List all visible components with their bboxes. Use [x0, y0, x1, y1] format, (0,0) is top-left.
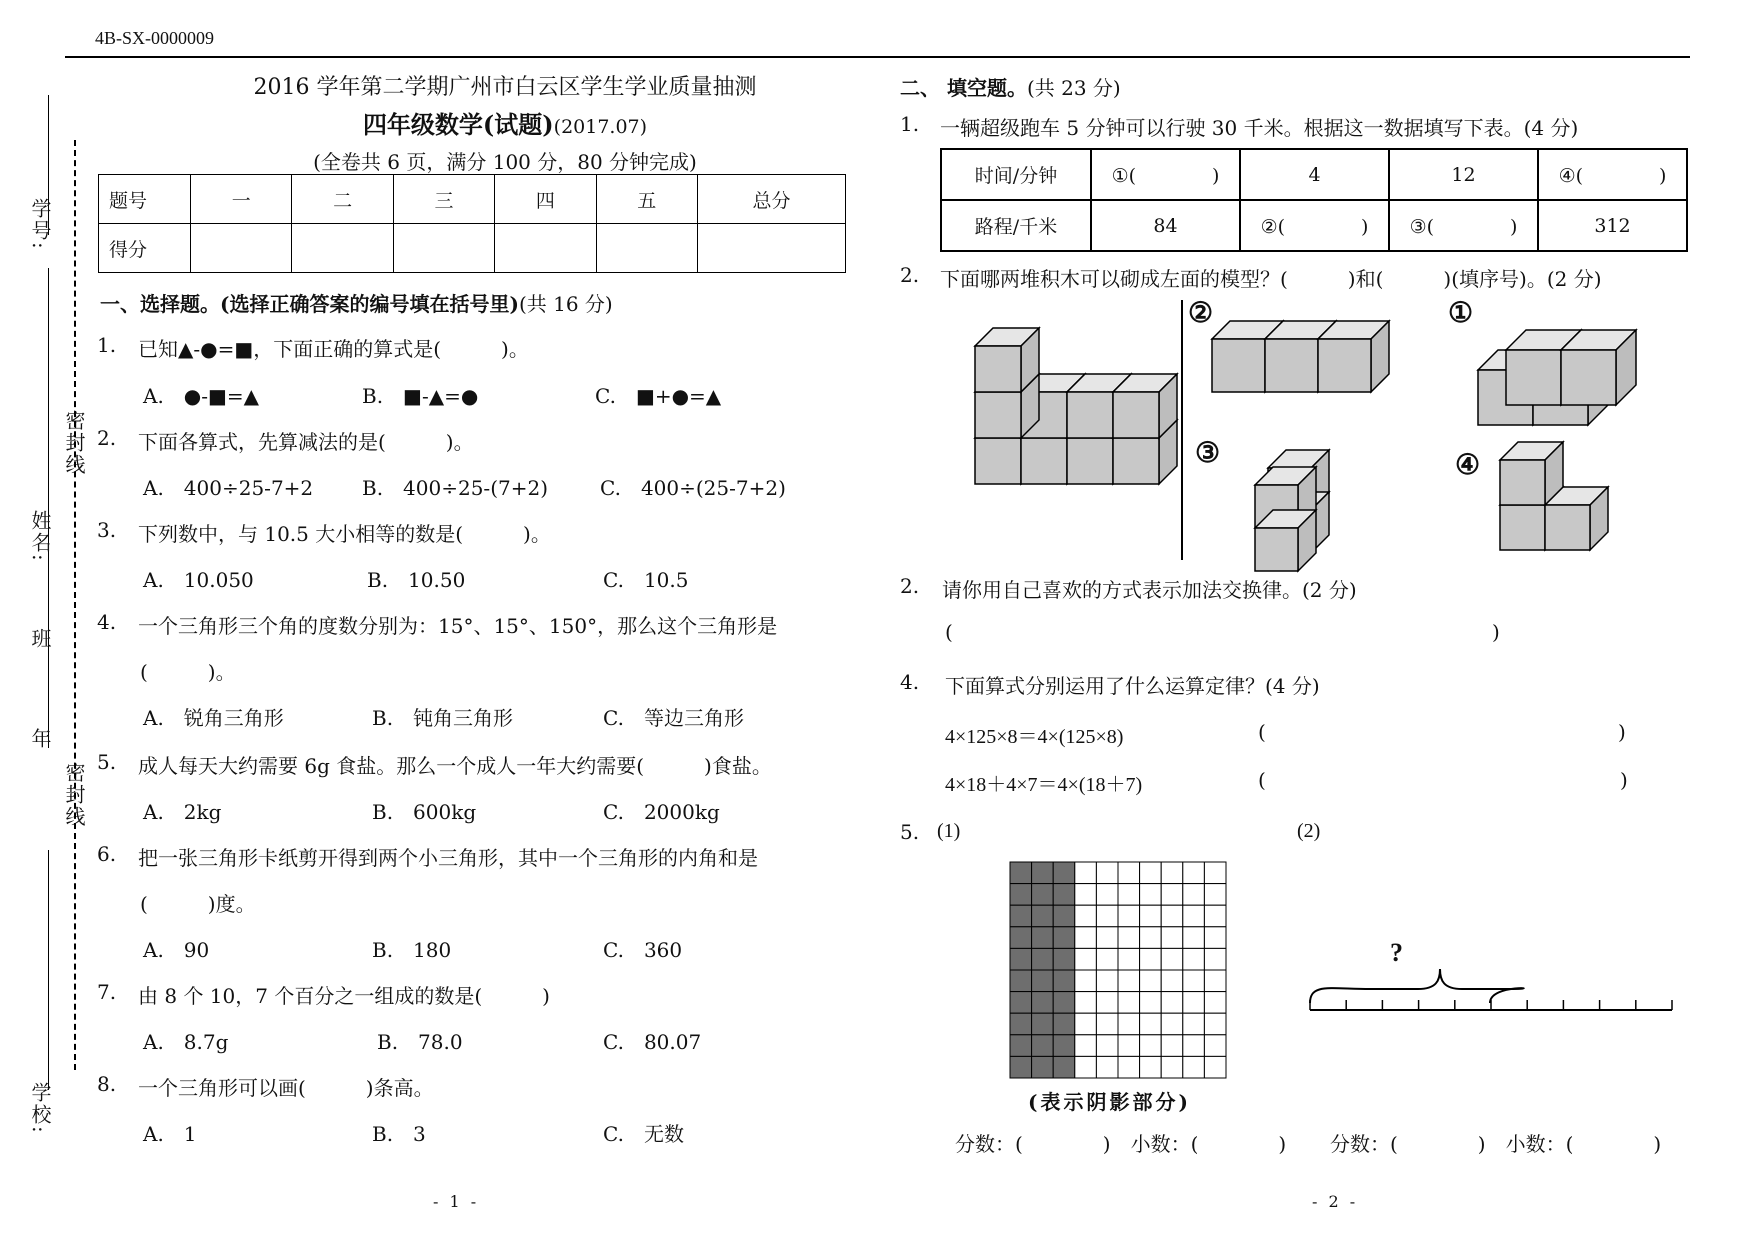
table-cell: 312 — [1538, 200, 1687, 251]
grid-cell — [1140, 948, 1162, 970]
table-cell: 时间/分钟 — [941, 149, 1091, 200]
grid-cell — [1140, 905, 1162, 927]
grid-cell — [1140, 862, 1162, 884]
cube-front — [1561, 350, 1616, 405]
score-cell: 得分 — [99, 224, 191, 273]
answer-blank[interactable] — [1272, 716, 1602, 748]
score-cell: 五 — [596, 175, 697, 224]
option-c[interactable]: C. 400÷(25-7+2) — [600, 476, 786, 500]
option-b[interactable]: B. 3 — [372, 1122, 426, 1146]
answer-blank[interactable] — [1272, 764, 1602, 796]
grid-cell-shaded — [1053, 862, 1075, 884]
cube-front — [1021, 438, 1067, 484]
question-number: 4. — [900, 670, 920, 694]
page-number-left: - 1 - — [433, 1192, 480, 1211]
grid-cell-shaded — [1010, 862, 1032, 884]
option-a[interactable]: A. 10.050 — [143, 568, 254, 592]
grid-cell-shaded — [1010, 1056, 1032, 1078]
cube-front — [1506, 350, 1561, 405]
block-label-1: ① — [1448, 296, 1474, 329]
grid-cell — [1075, 1056, 1097, 1078]
grid-cell — [1118, 1056, 1140, 1078]
equation-1: 4×125×8＝4×(125×8) — [945, 726, 1124, 748]
option-c[interactable]: C. ■+●=▲ — [595, 384, 722, 408]
grid-cell — [1161, 927, 1183, 949]
grid-cell — [1075, 862, 1097, 884]
grid-cell — [1204, 1013, 1226, 1035]
grid-cell — [1118, 992, 1140, 1014]
grid-cell — [1096, 862, 1118, 884]
grid-cell — [1204, 992, 1226, 1014]
grid-cell — [1204, 862, 1226, 884]
answer-paren-open: ( — [1258, 720, 1266, 744]
seal-line-label-2: 密封线 — [62, 762, 86, 828]
option-b[interactable]: B. 10.50 — [367, 568, 466, 592]
grid-cell — [1161, 970, 1183, 992]
unit-cube — [1500, 442, 1563, 505]
grid-cell — [1140, 1013, 1162, 1035]
class-label: 班 — [28, 628, 52, 650]
grid-cell-shaded — [1032, 1035, 1054, 1057]
cube-front — [975, 346, 1021, 392]
cube-front — [1500, 460, 1545, 505]
grid-cell-shaded — [1010, 1035, 1032, 1057]
cube-front — [1545, 505, 1590, 550]
answer-paren-close: ) — [1492, 620, 1500, 644]
grade-label: 年 — [28, 728, 52, 750]
grid-cell — [1118, 1035, 1140, 1057]
answer-blank[interactable] — [960, 616, 1480, 648]
grid-cell — [1161, 862, 1183, 884]
grid-cell-shaded — [1032, 927, 1054, 949]
grid-cell — [1096, 905, 1118, 927]
question-number: 8. — [97, 1072, 117, 1096]
grid-cell — [1183, 992, 1205, 1014]
grid-cell — [1118, 1013, 1140, 1035]
grid-caption: (表示阴影部分) — [1028, 1090, 1191, 1114]
document-code: 4B-SX-0000009 — [95, 28, 215, 48]
grid-cell-shaded — [1010, 905, 1032, 927]
question-number: 6. — [97, 842, 117, 866]
grid-cell — [1140, 992, 1162, 1014]
option-b[interactable]: B. 180 — [372, 938, 452, 962]
cube-front — [975, 438, 1021, 484]
section1-points: (共 16 分) — [518, 292, 613, 316]
hundred-grid — [1010, 862, 1226, 1078]
grid-cell — [1161, 1035, 1183, 1057]
question-text: 下面各算式，先算减法的是( )。 — [138, 430, 474, 454]
grid-cell — [1204, 927, 1226, 949]
option-c[interactable]: C. 360 — [603, 938, 683, 962]
question-text: 由 8 个 10，7 个百分之一组成的数是( ) — [138, 984, 550, 1008]
table-cell: 4 — [1240, 149, 1389, 200]
option-a[interactable]: A. 锐角三角形 — [143, 706, 284, 730]
answer-cell[interactable]: ④( ) — [1538, 149, 1687, 200]
cube-front — [1318, 339, 1371, 392]
question-text: 一个三角形三个角的度数分别为：15°、15°、150°，那么这个三角形是 — [138, 614, 778, 638]
cube-front — [975, 392, 1021, 438]
grid-cell-shaded — [1032, 1013, 1054, 1035]
grid-cell — [1204, 1035, 1226, 1057]
grid-cell — [1118, 927, 1140, 949]
question-number: 5. — [900, 820, 920, 844]
cube-front — [1067, 438, 1113, 484]
name-label: 姓名: — [28, 510, 52, 563]
option-a[interactable]: A. 90 — [143, 938, 210, 962]
answer-paren-close: ) — [1620, 768, 1628, 792]
grid-cell-shaded — [1053, 992, 1075, 1014]
page-number-right: - 2 - — [1312, 1192, 1359, 1211]
grid-cell — [1161, 884, 1183, 906]
table-cell: 路程/千米 — [941, 200, 1091, 251]
grid-cell — [1075, 927, 1097, 949]
grid-cell-shaded — [1010, 884, 1032, 906]
part-2-label: (2) — [1297, 820, 1321, 842]
option-b[interactable]: B. 400÷25-(7+2) — [362, 476, 549, 500]
question-text: 一个三角形可以画( )条高。 — [138, 1076, 434, 1100]
option-a[interactable]: A. 1 — [143, 1122, 197, 1146]
grid-cell-shaded — [1053, 948, 1075, 970]
question-number: 1. — [97, 333, 117, 357]
question-number: 4. — [97, 610, 117, 634]
grid-cell — [1183, 862, 1205, 884]
question-text: 下面算式分别运用了什么运算定律？(4 分) — [945, 674, 1320, 698]
grid-cell — [1140, 1035, 1162, 1057]
section1-title: 一、选择题。(选择正确答案的编号填在括号里) — [100, 292, 519, 316]
option-b[interactable]: B. ■-▲=● — [362, 384, 479, 408]
question-text: 已知▲-●=■，下面正确的算式是( )。 — [138, 337, 529, 361]
question-text: 成人每天大约需要 6g 食盐。那么一个成人一年大约需要( )食盐。 — [138, 754, 772, 778]
block-label-4: ④ — [1455, 448, 1481, 481]
part-1-label: (1) — [937, 820, 961, 842]
grid-cell — [1075, 992, 1097, 1014]
grid-cell — [1204, 1056, 1226, 1078]
question-text-cont: ( )度。 — [140, 892, 256, 916]
cube-front — [1265, 339, 1318, 392]
question-number: 3. — [97, 518, 117, 542]
grid-cell — [1075, 1013, 1097, 1035]
question-text-cont: ( )。 — [140, 660, 236, 684]
grid-cell — [1118, 948, 1140, 970]
grid-cell — [1096, 884, 1118, 906]
grid-cell — [1161, 905, 1183, 927]
question-text: 把一张三角形卡纸剪开得到两个小三角形，其中一个三角形的内角和是 — [138, 846, 758, 870]
unit-cube — [1318, 321, 1389, 392]
question-text: 下列数中，与 10.5 大小相等的数是( )。 — [138, 522, 551, 546]
grid-cell — [1096, 992, 1118, 1014]
grid-cell — [1096, 948, 1118, 970]
grid-cell-shaded — [1053, 927, 1075, 949]
block-label-2: ② — [1188, 296, 1214, 329]
block-label-3: ③ — [1195, 436, 1221, 469]
grid-cell-shaded — [1010, 992, 1032, 1014]
unit-cube — [1255, 510, 1316, 571]
option-a[interactable]: A. ●-■=▲ — [143, 384, 260, 408]
unit-cube — [1561, 330, 1636, 405]
answer-paren-open: ( — [1258, 768, 1266, 792]
grid-cell — [1096, 1035, 1118, 1057]
grid-cell — [1118, 970, 1140, 992]
grid-cell — [1140, 1056, 1162, 1078]
grid-cell — [1075, 884, 1097, 906]
student-number-label: 学号: — [28, 198, 52, 251]
option-b[interactable]: B. 78.0 — [377, 1030, 463, 1054]
question-number: 2. — [900, 263, 920, 287]
grid-cell — [1183, 1035, 1205, 1057]
grid-cell-shaded — [1053, 884, 1075, 906]
number-line — [1300, 965, 1680, 1025]
grid-cell-shaded — [1032, 948, 1054, 970]
school-label: 学校: — [28, 1082, 52, 1135]
exam-title: 四年级数学(试题) — [362, 110, 554, 139]
seal-line-label: 密封线 — [62, 410, 86, 476]
option-b[interactable]: B. 钝角三角形 — [372, 706, 514, 730]
grid-cell-shaded — [1032, 905, 1054, 927]
answer-cell[interactable]: ①( ) — [1091, 149, 1240, 200]
grid-cell — [1118, 862, 1140, 884]
cube-front — [1500, 505, 1545, 550]
fill-answer-1[interactable]: 分数：( ) 小数：( ) — [955, 1132, 1287, 1156]
brace — [1310, 969, 1524, 1003]
option-a[interactable]: A. 400÷25-7+2 — [143, 476, 314, 500]
option-a[interactable]: A. 8.7g — [143, 1030, 229, 1054]
grid-cell — [1183, 1056, 1205, 1078]
grid-cell — [1096, 1013, 1118, 1035]
grid-cell-shaded — [1032, 992, 1054, 1014]
grid-cell — [1075, 948, 1097, 970]
answer-paren-open: ( — [945, 620, 953, 644]
option-a[interactable]: A. 2kg — [143, 800, 222, 824]
unit-cube — [1113, 374, 1177, 438]
grid-cell-shaded — [1053, 970, 1075, 992]
grid-cell — [1204, 905, 1226, 927]
score-cell: 四 — [495, 175, 596, 224]
grid-cell-shaded — [1010, 1013, 1032, 1035]
option-c[interactable]: C. 无数 — [603, 1122, 684, 1146]
exam-subtitle: 2016 学年第二学期广州市白云区学生学业质量抽测 — [253, 75, 757, 100]
cube-front — [1113, 438, 1159, 484]
grid-cell — [1118, 905, 1140, 927]
answer-paren-close: ) — [1618, 720, 1626, 744]
question-text: 下面哪两堆积木可以砌成左面的模型？( )和( )(填序号)。(2 分) — [940, 267, 1602, 291]
grid-cell — [1183, 927, 1205, 949]
table-cell: 12 — [1389, 149, 1538, 200]
grid-cell — [1161, 1013, 1183, 1035]
grid-cell — [1140, 884, 1162, 906]
grid-cell — [1075, 1035, 1097, 1057]
option-b[interactable]: B. 600kg — [372, 800, 477, 824]
grid-cell — [1204, 884, 1226, 906]
grid-cell-shaded — [1053, 1035, 1075, 1057]
section2-points: (共 23 分) — [1026, 76, 1121, 100]
grid-cell-shaded — [1053, 1056, 1075, 1078]
grid-cell — [1183, 970, 1205, 992]
score-cell: 总分 — [698, 175, 846, 224]
option-c[interactable]: C. 2000kg — [603, 800, 720, 824]
grid-cell — [1096, 927, 1118, 949]
exam-note: (全卷共 6 页，满分 100 分，80 分钟完成) — [313, 150, 697, 174]
score-cell: 二 — [292, 175, 393, 224]
grid-cell-shaded — [1032, 862, 1054, 884]
grid-cell — [1161, 992, 1183, 1014]
score-cell: 题号 — [99, 175, 191, 224]
grid-cell — [1096, 970, 1118, 992]
grid-cell — [1161, 1056, 1183, 1078]
cube-front — [1113, 392, 1159, 438]
answer-cell[interactable]: ②( ) — [1240, 200, 1389, 251]
option-c[interactable]: C. 10.5 — [603, 568, 689, 592]
question-number: 7. — [97, 980, 117, 1004]
cube-front — [1067, 392, 1113, 438]
grid-cell-shaded — [1032, 1056, 1054, 1078]
question-number: 2. — [900, 574, 920, 598]
grid-cell — [1096, 1056, 1118, 1078]
table-cell: 84 — [1091, 200, 1240, 251]
question-text: 请你用自己喜欢的方式表示加法交换律。(2 分) — [942, 578, 1357, 602]
fill-answer-2[interactable]: 分数：( ) 小数：( ) — [1330, 1132, 1662, 1156]
grid-cell — [1183, 905, 1205, 927]
grid-cell — [1075, 905, 1097, 927]
option-c[interactable]: C. 等边三角形 — [603, 706, 744, 730]
grid-cell — [1140, 927, 1162, 949]
cube-front — [1212, 339, 1265, 392]
answer-cell[interactable]: ③( ) — [1389, 200, 1538, 251]
section2-title: 二、 填空题。 — [900, 76, 1027, 100]
grid-cell — [1204, 970, 1226, 992]
grid-cell-shaded — [1010, 970, 1032, 992]
option-c[interactable]: C. 80.07 — [603, 1030, 702, 1054]
unit-cube — [975, 328, 1039, 392]
score-cell: 三 — [393, 175, 494, 224]
grid-cell-shaded — [1053, 905, 1075, 927]
equation-2: 4×18＋4×7＝4×(18＋7) — [945, 774, 1143, 796]
score-cell: 一 — [191, 175, 292, 224]
grid-cell-shaded — [1010, 927, 1032, 949]
grid-cell-shaded — [1032, 884, 1054, 906]
grid-cell-shaded — [1032, 970, 1054, 992]
question-number: 1. — [900, 112, 920, 136]
grid-cell-shaded — [1010, 948, 1032, 970]
grid-cell — [1161, 948, 1183, 970]
grid-cell — [1118, 884, 1140, 906]
grid-cell — [1204, 948, 1226, 970]
grid-cell-shaded — [1053, 1013, 1075, 1035]
question-text: 一辆超级跑车 5 分钟可以行驶 30 千米。根据这一数据填写下表。(4 分) — [940, 116, 1579, 140]
question-number: 2. — [97, 426, 117, 450]
grid-cell — [1183, 884, 1205, 906]
cube-front — [1255, 528, 1298, 571]
grid-cell — [1140, 970, 1162, 992]
grid-cell — [1183, 1013, 1205, 1035]
question-mark: ? — [1390, 938, 1403, 967]
grid-cell — [1075, 970, 1097, 992]
grid-cell — [1183, 948, 1205, 970]
exam-date: (2017.07) — [553, 116, 648, 138]
question-number: 5. — [97, 750, 117, 774]
